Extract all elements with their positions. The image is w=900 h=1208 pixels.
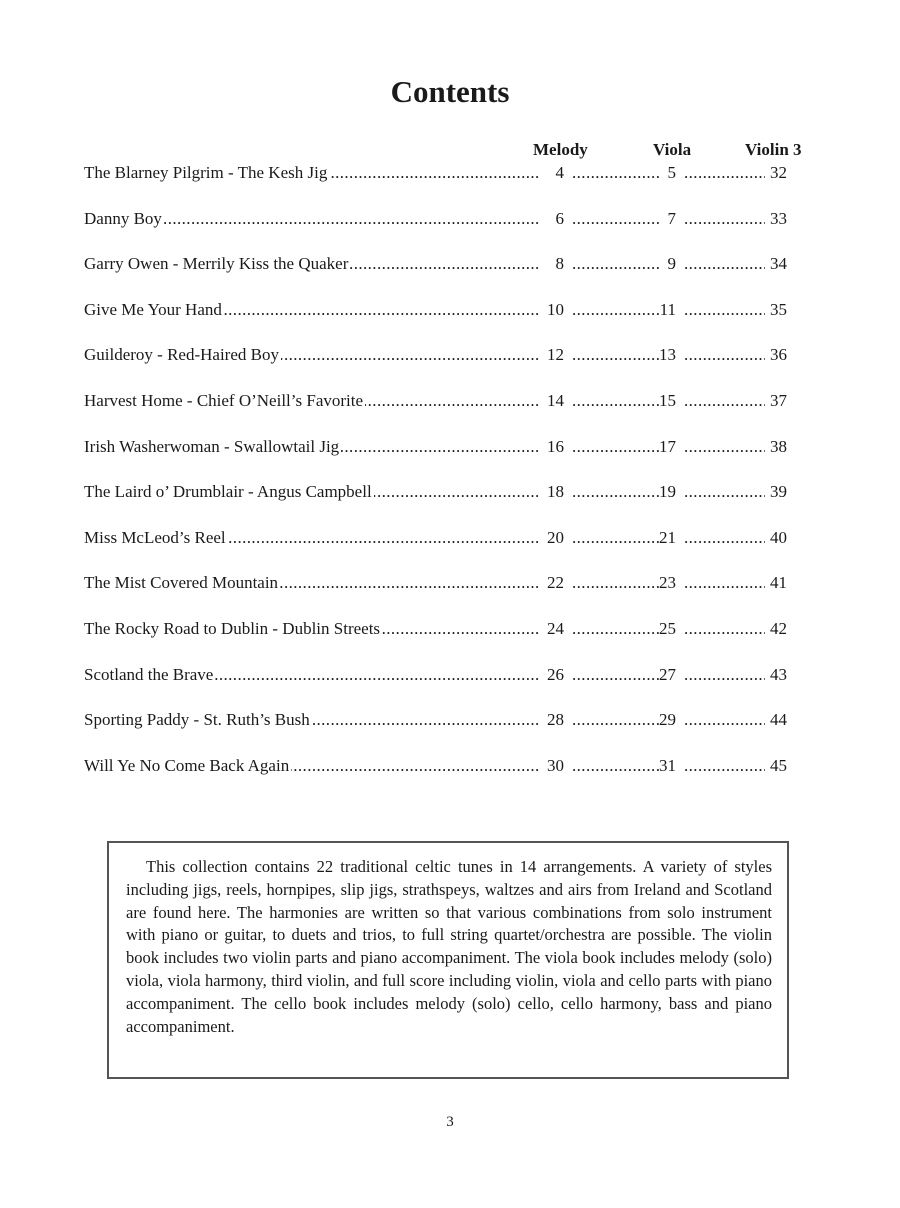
toc-melody-page: 6 (555, 209, 564, 228)
toc-entry-title: Miss McLeod’s Reel (84, 526, 228, 550)
toc-entry (84, 663, 564, 687)
toc-melody-page: 28 (547, 710, 564, 729)
toc-melody-page: 20 (547, 528, 564, 547)
toc-viola-page: 11 (659, 300, 676, 319)
toc-viola-page: 31 (659, 756, 676, 775)
toc-violin3-page: 33 (770, 209, 787, 228)
toc-entry (84, 161, 564, 185)
toc-melody-page: 12 (547, 345, 564, 364)
toc-entry-title: The Rocky Road to Dublin - Dublin Streets (84, 617, 382, 641)
toc-melody-page: 8 (555, 254, 564, 273)
toc-melody-page: 24 (547, 619, 564, 638)
toc-melody-page: 18 (547, 482, 564, 501)
toc-viola-page: 7 (667, 209, 676, 228)
toc-viola-page: 29 (659, 710, 676, 729)
toc-viola-page: 27 (659, 665, 676, 684)
toc-entry-title: The Laird o’ Drumblair - Angus Campbell (84, 480, 374, 504)
toc-viola-page: 9 (667, 254, 676, 273)
toc-melody-page: 22 (547, 573, 564, 592)
toc-melody-page: 14 (547, 391, 564, 410)
toc-entry-title: Will Ye No Come Back Again (84, 754, 291, 778)
toc-entry-title: The Blarney Pilgrim - The Kesh Jig (84, 161, 329, 185)
toc-entry (84, 480, 564, 504)
toc-entry-title: Guilderoy - Red-Haired Boy (84, 343, 281, 367)
toc-entry-title: Irish Washerwoman - Swallowtail Jig (84, 435, 341, 459)
toc-violin3-page: 42 (770, 619, 787, 638)
toc-viola-page: 13 (659, 345, 676, 364)
toc-entry (84, 252, 564, 276)
toc-violin3-page: 40 (770, 528, 787, 547)
page-title: Contents (390, 74, 510, 109)
toc-violin3-page: 45 (770, 756, 787, 775)
toc-entry-title: Danny Boy (84, 207, 164, 231)
toc-violin3-page: 35 (770, 300, 787, 319)
toc-entry-title: Scotland the Brave (84, 663, 215, 687)
toc-violin3-page: 38 (770, 437, 787, 456)
toc-viola-page: 19 (659, 482, 676, 501)
toc-viola-page: 17 (659, 437, 676, 456)
toc-entry-title: Give Me Your Hand (84, 298, 224, 322)
toc-viola-page: 21 (659, 528, 676, 547)
toc-melody-page: 16 (547, 437, 564, 456)
toc-violin3-page: 43 (770, 665, 787, 684)
toc-melody-page: 4 (555, 163, 564, 182)
column-header-viola: Viola (653, 140, 692, 159)
page-number: 3 (446, 1114, 454, 1130)
toc-viola-page: 15 (659, 391, 676, 410)
description-text: This collection contains 22 traditional celtic tunes in 14 arrangements. A variety of styles including jigs, reels, hornpipes, slip jigs, strathspeys, waltzes and airs from Ireland and Scotland are found here. The harmonies are written so that various combinations from solo instrument with piano or guitar, to duets and trios, to full string quartet/orchestra are possible. The violin book includes two violin parts and piano accompaniment. The viola book includes melody (solo) viola, viola harmony, third violin, and full score including violin, viola and cello parts with piano accompaniment. The cello book includes melody (solo) cello, cello harmony, bass and piano accompaniment. (126, 857, 772, 1036)
toc-melody-page: 26 (547, 665, 564, 684)
toc-melody-page: 30 (547, 756, 564, 775)
toc-violin3-page: 36 (770, 345, 787, 364)
toc-entry (84, 754, 564, 778)
toc-entry (84, 298, 564, 322)
column-header-melody: Melody (533, 140, 588, 159)
toc-entry-title: Garry Owen - Merrily Kiss the Quaker (84, 252, 350, 276)
toc-entry-title: Sporting Paddy - St. Ruth’s Bush (84, 708, 312, 732)
toc-violin3-page: 32 (770, 163, 787, 182)
toc-entry (84, 617, 564, 641)
toc-entry (84, 526, 564, 550)
toc-violin3-page: 41 (770, 573, 787, 592)
toc-viola-page: 25 (659, 619, 676, 638)
toc-violin3-page: 39 (770, 482, 787, 501)
toc-melody-page: 10 (547, 300, 564, 319)
toc-viola-page: 23 (659, 573, 676, 592)
toc-entry (84, 389, 564, 413)
toc-entry (84, 207, 564, 231)
toc-violin3-page: 44 (770, 710, 787, 729)
toc-violin3-page: 34 (770, 254, 787, 273)
toc-entry (84, 435, 564, 459)
toc-entry (84, 343, 564, 367)
toc-entry-title: The Mist Covered Mountain (84, 571, 280, 595)
toc-entry (84, 708, 564, 732)
toc-violin3-page: 37 (770, 391, 787, 410)
toc-viola-page: 5 (667, 163, 676, 182)
toc-entry-title: Harvest Home - Chief O’Neill’s Favorite (84, 389, 365, 413)
column-header-violin3: Violin 3 (745, 140, 802, 159)
toc-entry (84, 571, 564, 595)
